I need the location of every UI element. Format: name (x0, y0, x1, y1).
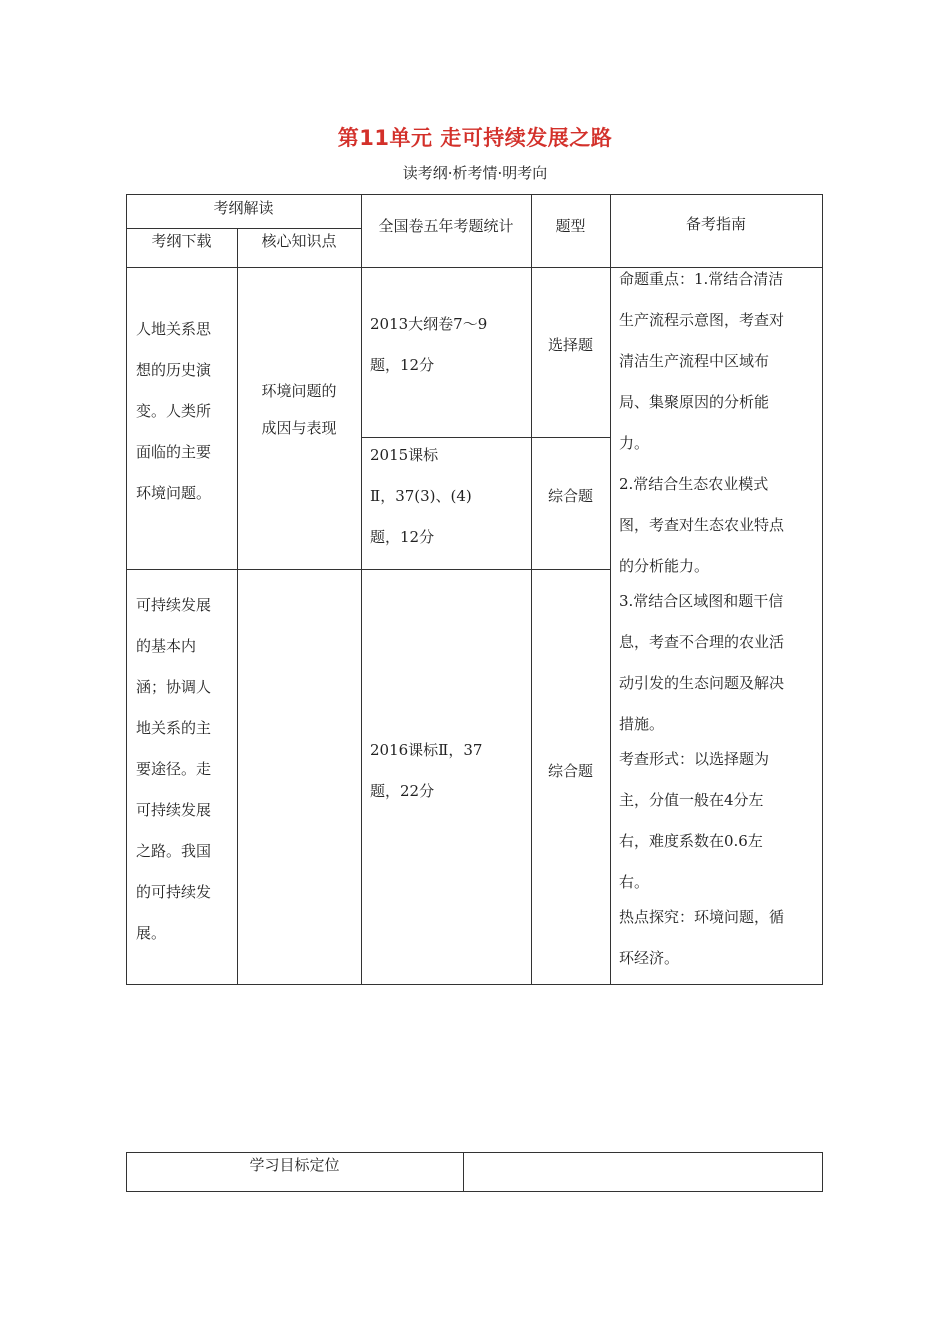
header-guide: 备考指南 (685, 215, 746, 233)
learning-goal-label: 学习目标定位 (249, 1156, 340, 1174)
type-cell-1: 选择题 (547, 336, 593, 354)
header-question-type: 题型 (555, 217, 586, 235)
core-cell-1: 环境问题的 成因与表现 (261, 382, 337, 437)
header-outline-download: 考纲下载 (151, 232, 212, 250)
unit-title: 第11单元 走可持续发展之路 (337, 126, 613, 150)
type-cell-3: 综合题 (547, 762, 593, 780)
stat-cell-2013: 2013大纲卷7～9 题，12分 (370, 315, 488, 374)
header-core-knowledge: 核心知识点 (261, 232, 337, 250)
stat-cell-2015: 2015课标 Ⅱ，37(3)、(4) 题，12分 (370, 446, 472, 546)
unit-subtitle: 读考纲·析考情·明考向 (402, 164, 548, 182)
header-exam-stats: 全国卷五年考题统计 (378, 217, 514, 235)
stat-cell-2016: 2016课标Ⅱ，37 题，22分 (370, 741, 483, 800)
guide-cell: 命题重点：1.常结合清洁 生产流程示意图，考查对 清洁生产流程中区域布 局、集聚原因的分析能 力。 2.常结合生态农业模式 图，考查对生态农业特点 的分析能力。 3.常结合区域图和题干信 息，考查不合理的农业活 动引发的生态问题及解决 措施。 考查形式：以选择题为 主，分值一般在4分左 右，难度系数在0.6左 右。 热点探究：环境问题，循 环经济。 (619, 270, 785, 967)
header-outline-group: 考纲解读 (213, 199, 274, 217)
outline-cell-1: 人地关系思 想的历史演 变。人类所 面临的主要 环境问题。 (136, 320, 212, 502)
type-cell-2: 综合题 (547, 487, 593, 505)
outline-cell-2: 可持续发展 的基本内 涵；协调人 地关系的主 要途径。走 可持续发展 之路。我国 的可持续发 展。 (136, 596, 212, 942)
